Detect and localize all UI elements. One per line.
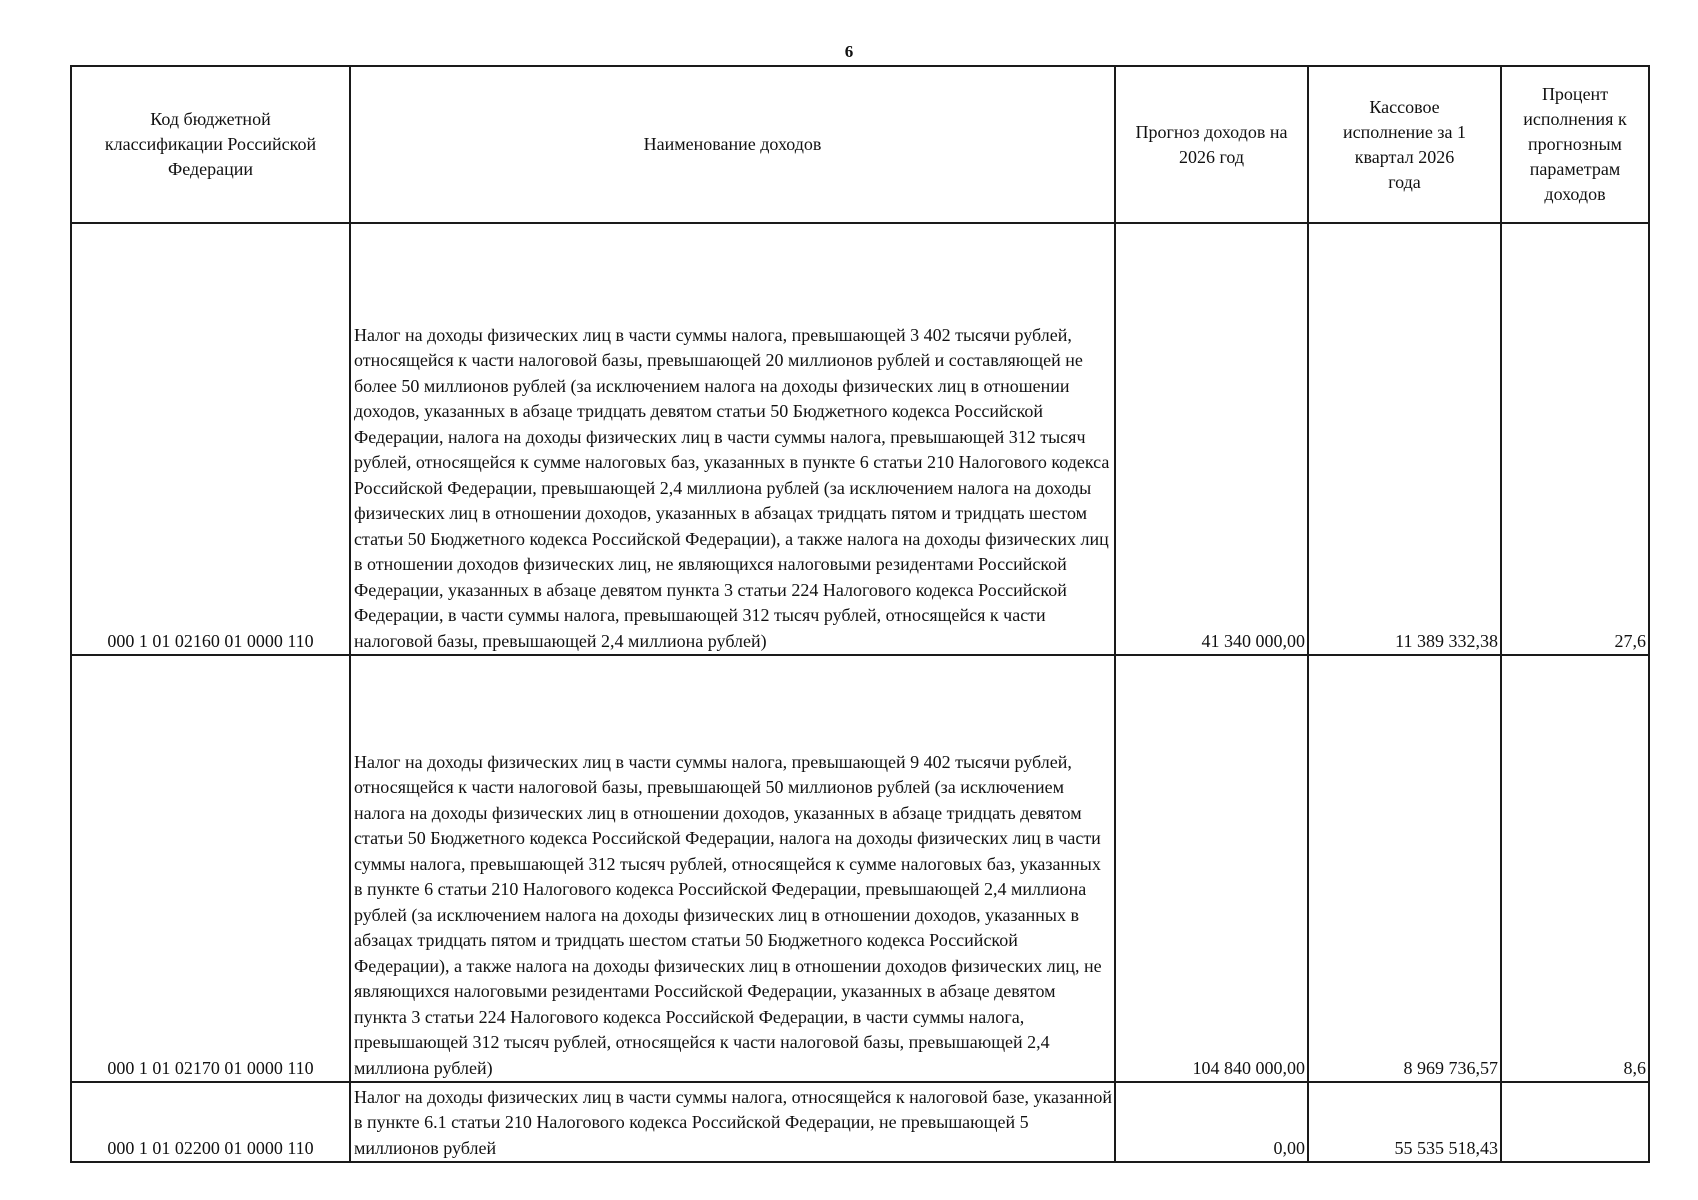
row-cash: 11 389 332,38 (1308, 223, 1501, 655)
header-forecast: Прогноз доходов на 2026 год (1115, 66, 1308, 223)
header-name: Наименование доходов (350, 66, 1115, 223)
row-percent (1501, 1082, 1649, 1162)
header-cash: Кассовое исполнение за 1 квартал 2026 года (1308, 66, 1501, 223)
row-forecast: 104 840 000,00 (1115, 655, 1308, 1082)
row-cash: 8 969 736,57 (1308, 655, 1501, 1082)
row-name-text: Налог на доходы физических лиц в части суммы налога, относящейся к налоговой базе, указанной в пункте 6.1 статьи 210 Налогового кодекса Российской Федерации, не превышающей 5 миллионов рублей (354, 1086, 1112, 1158)
header-percent: Процент исполнения к прогнозным параметрам доходов (1501, 66, 1649, 223)
row-code: 000 1 01 02170 01 0000 110 (71, 655, 350, 1082)
row-forecast: 41 340 000,00 (1115, 223, 1308, 655)
table-row (71, 223, 1649, 655)
row-name (350, 223, 1115, 655)
row-percent: 8,6 (1501, 655, 1649, 1082)
table-row (71, 1082, 1649, 1162)
row-name-text: Налог на доходы физических лиц в части суммы налога, превышающей 9 402 тысячи рублей, относящейся к части налоговой базы, превышающей 50 миллионов рублей (за исключением налога на доходы физических лиц в отношении доходов, указанных в абзаце тридцать девятом статьи 50 Бюджетного кодекса Российской Федерации, налога на доходы физических лиц в части суммы налога, превышающей 312 тысяч рублей, относящейся к сумме налоговых баз, указанных в пункте 6 статьи 210 Налогового кодекса Российской Федерации, превышающей 2,4 миллиона рублей (за исключением налога на доходы физических лиц в отношении доходов, указанных в абзацах тридцать пятом и тридцать шестом статьи 50 Бюджетного кодекса Российской Федерации), а также налога на доходы физических лиц в отношении доходов физических лиц, не являющихся налоговыми резидентами Российской Федерации, указанных в абзаце девятом пункта 3 статьи 224 Налогового кодекса Российской Федерации, в части суммы налога, превышающей 312 тысяч рублей, относящейся к части налоговой базы, превышающей 2,4 миллиона рублей) (354, 751, 1102, 1078)
table-row (71, 655, 1649, 1082)
row-cash: 55 535 518,43 (1308, 1082, 1501, 1162)
row-forecast: 0,00 (1115, 1082, 1308, 1162)
row-name (350, 655, 1115, 1082)
header-code: Код бюджетной классификации Российской Федерации (71, 66, 350, 223)
row-code: 000 1 01 02160 01 0000 110 (71, 223, 350, 655)
row-name (350, 1082, 1115, 1162)
page-number: 6 (844, 42, 854, 61)
row-percent: 27,6 (1501, 223, 1649, 655)
revenue-table (70, 65, 1650, 1163)
row-name-text: Налог на доходы физических лиц в части суммы налога, превышающей 3 402 тысячи рублей, относящейся к части налоговой базы, превышающей 20 миллионов рублей и составляющей не более 50 миллионов рублей (за исключением налога на доходы физических лиц в отношении доходов, указанных в абзаце тридцать девятом статьи 50 Бюджетного кодекса Российской Федерации, налога на доходы физических лиц в части суммы налога, превышающей 312 тысяч рублей, относящейся к сумме налоговых баз, указанных в пункте 6 статьи 210 Налогового кодекса Российской Федерации, превышающей 2,4 миллиона рублей (за исключением налога на доходы физических лиц в отношении доходов, указанных в абзацах тридцать пятом и тридцать шестом статьи 50 Бюджетного кодекса Российской Федерации), а также налога на доходы физических лиц в отношении доходов физических лиц, не являющихся налоговыми резидентами Российской Федерации, указанных в абзаце девятом пункта 3 статьи 224 Налогового кодекса Российской Федерации, в части суммы налога, превышающей 312 тысяч рублей, относящейся к части налоговой базы, превышающей 2,4 миллиона рублей) (354, 324, 1110, 651)
table-header-row (71, 66, 1649, 223)
row-code: 000 1 01 02200 01 0000 110 (71, 1082, 350, 1162)
